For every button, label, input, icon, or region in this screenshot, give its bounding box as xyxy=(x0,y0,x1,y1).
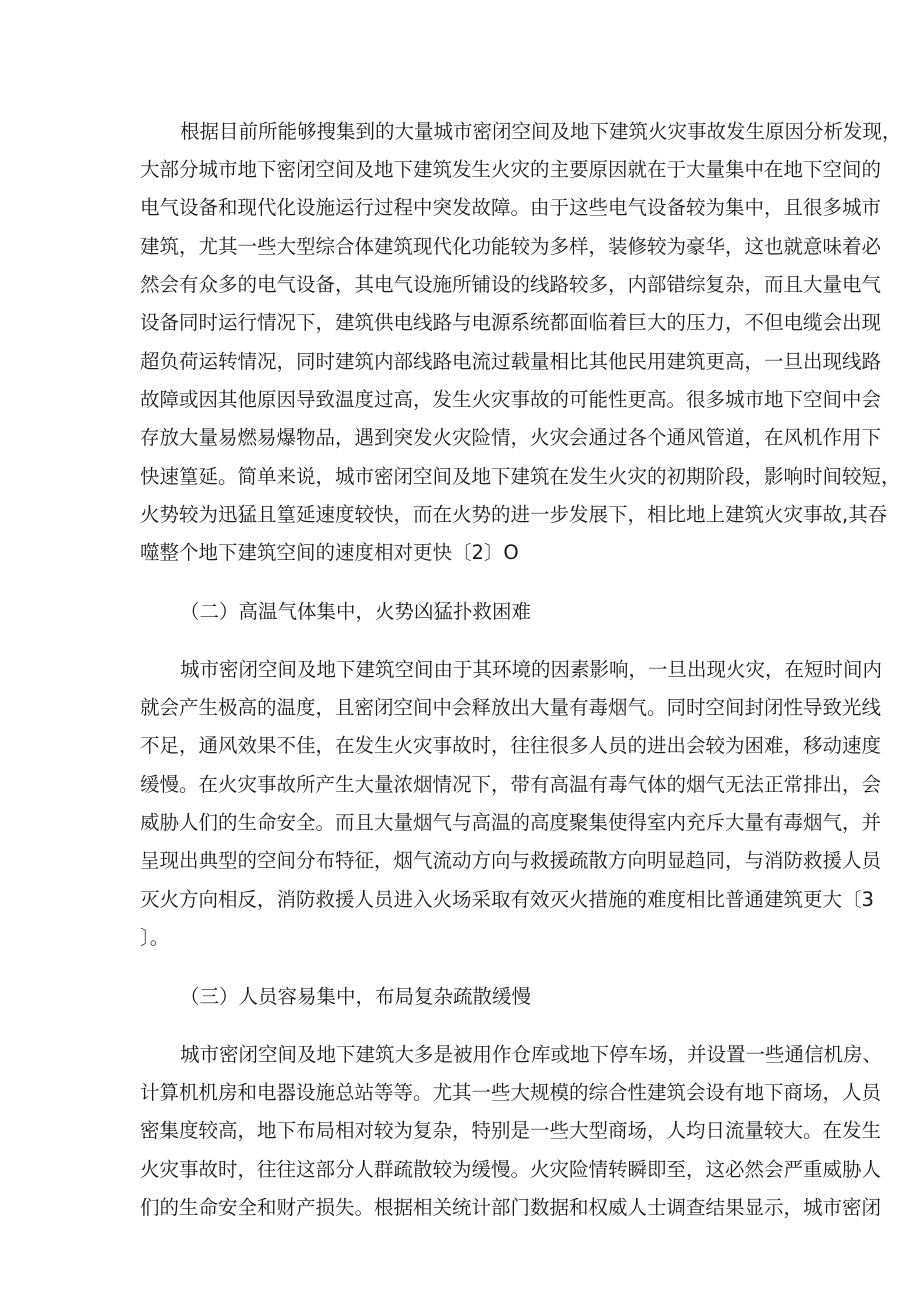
paragraph-2-line: 缓慢。在火灾事故所产生大量浓烟情况下，带有高温有毒气体的烟气无法正常排出，会 xyxy=(140,773,882,796)
section-heading-2: （二）高温气体集中，火势凶猛扑救困难 xyxy=(180,600,532,623)
paragraph-2-line: 就会产生极高的温度，且密闭空间中会释放出大量有毒烟气。同时空间封闭性导致光线 xyxy=(140,696,882,719)
paragraph-2-line: 灭火方向相反，消防救援人员进入火场采取有效灭火措施的难度相比普通建筑更大〔3 xyxy=(140,888,874,911)
paragraph-2-line: 呈现出典型的空间分布特征，烟气流动方向与救援疏散方向明显趋同，与消防救援人员 xyxy=(140,849,882,872)
paragraph-2-line: 不足，通风效果不佳，在发生火灾事故时，往往很多人员的进出会较为困难，移动速度 xyxy=(140,734,882,757)
paragraph-1-line: 根据目前所能够搜集到的大量城市密闭空间及地下建筑火灾事故发生原因分析发现， xyxy=(180,120,902,143)
paragraph-1-line: 存放大量易燃易爆物品，遇到突发火灾险情，火灾会通过各个通风管道，在风机作用下 xyxy=(140,426,882,449)
paragraph-2-line: 城市密闭空间及地下建筑空间由于其环境的因素影响，一旦出现火灾，在短时间内 xyxy=(180,658,883,681)
paragraph-1-line: 建筑，尤其一些大型综合体建筑现代化功能较为多样，装修较为豪华，这也就意味着必 xyxy=(140,235,882,258)
paragraph-2-line: 〕。 xyxy=(140,926,170,949)
paragraph-1-line: 噬整个地下建筑空间的速度相对更快〔2〕O xyxy=(140,541,519,564)
paragraph-3-line: 城市密闭空间及地下建筑大多是被用作仓库或地下停车场，并设置一些通信机房、 xyxy=(180,1043,883,1066)
paragraph-1-line: 设备同时运行情况下，建筑供电线路与电源系统都面临着巨大的压力，不但电缆会出现 xyxy=(140,311,882,334)
paragraph-1-line: 故障或因其他原因导致温度过高，发生火灾事故的可能性更高。很多城市地下空间中会 xyxy=(140,388,882,411)
paragraph-1-line: 然会有众多的电气设备，其电气设施所铺设的线路较多，内部错综复杂，而且大量电气 xyxy=(140,273,882,296)
paragraph-2-line: 威胁人们的生命安全。而且大量烟气与高温的高度聚集使得室内充斥大量有毒烟气，并 xyxy=(140,811,882,834)
section-heading-3: （三）人员容易集中，布局复杂疏散缓慢 xyxy=(180,985,532,1008)
paragraph-3-line: 们的生命安全和财产损失。根据相关统计部门数据和权威人士调查结果显示，城市密闭 xyxy=(140,1196,882,1219)
paragraph-3-line: 火灾事故时，往往这部分人群疏散较为缓慢。火灾险情转瞬即至，这必然会严重威胁人 xyxy=(140,1158,882,1181)
paragraph-1-line: 电气设备和现代化设施运行过程中突发故障。由于这些电气设备较为集中，且很多城市 xyxy=(140,196,882,219)
paragraph-1-line: 火势较为迅猛且篁延速度较快，而在火势的进一步发展下，相比地上建筑火灾事故,其吞 xyxy=(140,503,888,526)
paragraph-3-line: 计算机机房和电器设施总站等等。尤其一些大规模的综合性建筑会设有地下商场，人员 xyxy=(140,1081,882,1104)
paragraph-1-line: 超负荷运转情况，同时建筑内部线路电流过载量相比其他民用建筑更高，一旦出现线路 xyxy=(140,350,882,373)
paragraph-1-line: 大部分城市地下密闭空间及地下建筑发生火灾的主要原因就在于大量集中在地下空间的 xyxy=(140,158,882,181)
paragraph-1-line: 快速篁延。简单来说，城市密闭空间及地下建筑在发生火灾的初期阶段，影响时间较短， xyxy=(140,465,901,488)
paragraph-3-line: 密集度较高，地下布局相对较为复杂，特别是一些大型商场，人均日流量较大。在发生 xyxy=(140,1119,882,1142)
